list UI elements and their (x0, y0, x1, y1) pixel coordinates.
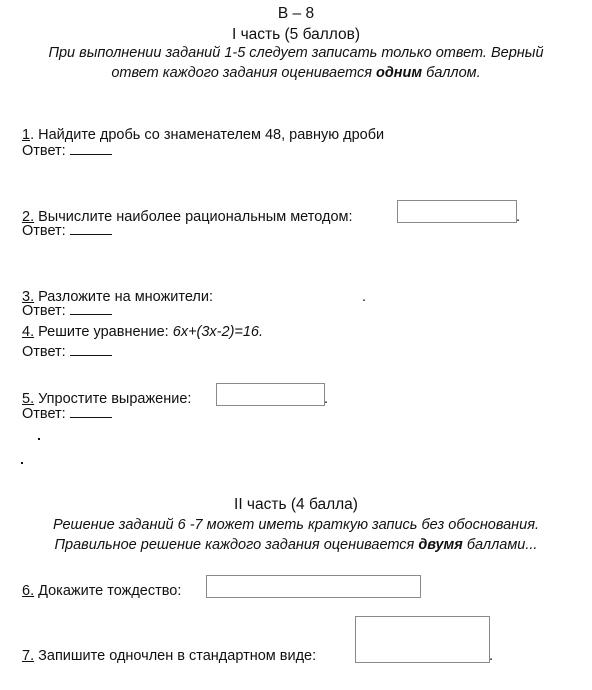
answer-2-blank[interactable] (70, 223, 112, 235)
part1-intro-bold: одним (375, 65, 423, 81)
answer-2-label: Ответ: (22, 223, 66, 239)
answer-1-label: Ответ: (22, 143, 66, 159)
task-2-number: 2. (22, 209, 35, 225)
task-7-number: 7. (22, 648, 35, 664)
answer-3-label: Ответ: (22, 303, 66, 319)
answer-5 (22, 406, 112, 422)
task-1-text: . Найдите дробь со знаменателем 48, равную дроби (30, 127, 385, 143)
part2-intro-text-a: Правильное решение каждого задания оценивается (54, 537, 415, 553)
task-7-monomial-box (355, 616, 490, 663)
task-5-expression-box (216, 383, 325, 406)
task-1-number: 1 (22, 127, 31, 143)
task-6-text: Докажите тождество: (34, 583, 182, 599)
task-4-number: 4. (22, 324, 35, 340)
answer-5-label: Ответ: (22, 406, 66, 422)
task-4-text: Решите уравнение: (34, 324, 173, 340)
part2-title: II часть (4 балла) (234, 496, 358, 513)
part1-intro-text-a: ответ каждого задания оценивается (111, 65, 372, 81)
part1-title: I часть (5 баллов) (231, 26, 361, 43)
task-5-text: Упростите выражение: (34, 391, 192, 407)
part1-intro-text-b: баллом. (426, 65, 481, 81)
answer-1-blank[interactable] (70, 143, 112, 155)
part2-intro-text-b: баллами... (466, 537, 538, 553)
part2-intro-bold: двумя (418, 537, 463, 553)
task-3-period: . (362, 289, 367, 305)
task-3-text: Разложите на множители: (34, 289, 214, 305)
variant-label: В – 8 (277, 5, 315, 22)
answer-5-blank[interactable] (70, 406, 112, 418)
task-7-period: . (489, 648, 494, 664)
task-1 (22, 127, 384, 143)
part2-intro-line2 (0, 537, 592, 553)
task-6 (22, 583, 181, 599)
task-4 (22, 324, 263, 340)
answer-4 (22, 344, 112, 360)
stray-dot (21, 462, 23, 464)
task-3-number: 3. (22, 289, 35, 305)
task-2-period: . (516, 209, 521, 225)
answer-2 (22, 223, 112, 239)
task-6-number: 6. (22, 583, 35, 599)
part1-intro-line2 (0, 65, 592, 81)
stray-dot (38, 438, 40, 440)
task-2-text: Вычислите наиболее рациональным методом: (34, 209, 353, 225)
answer-4-blank[interactable] (70, 344, 112, 356)
task-5-number: 5. (22, 391, 35, 407)
answer-3-blank[interactable] (70, 303, 112, 315)
task-7 (22, 648, 316, 664)
answer-1 (22, 143, 112, 159)
task-5 (22, 391, 191, 407)
answer-4-label: Ответ: (22, 344, 66, 360)
part2-intro-line1: Решение заданий 6 -7 может иметь краткую запись без обоснования. (52, 517, 540, 533)
task-6-identity-box (206, 575, 421, 598)
part1-intro-line1: При выполнении заданий 1-5 следует записать только ответ. Верный (48, 45, 544, 61)
task-4-equation: 6х+(3х-2)=16. (172, 324, 264, 340)
answer-3 (22, 303, 112, 319)
task-2-expression-box (397, 200, 517, 223)
task-5-period: . (324, 391, 329, 407)
task-7-text: Запишите одночлен в стандартном виде: (34, 648, 317, 664)
